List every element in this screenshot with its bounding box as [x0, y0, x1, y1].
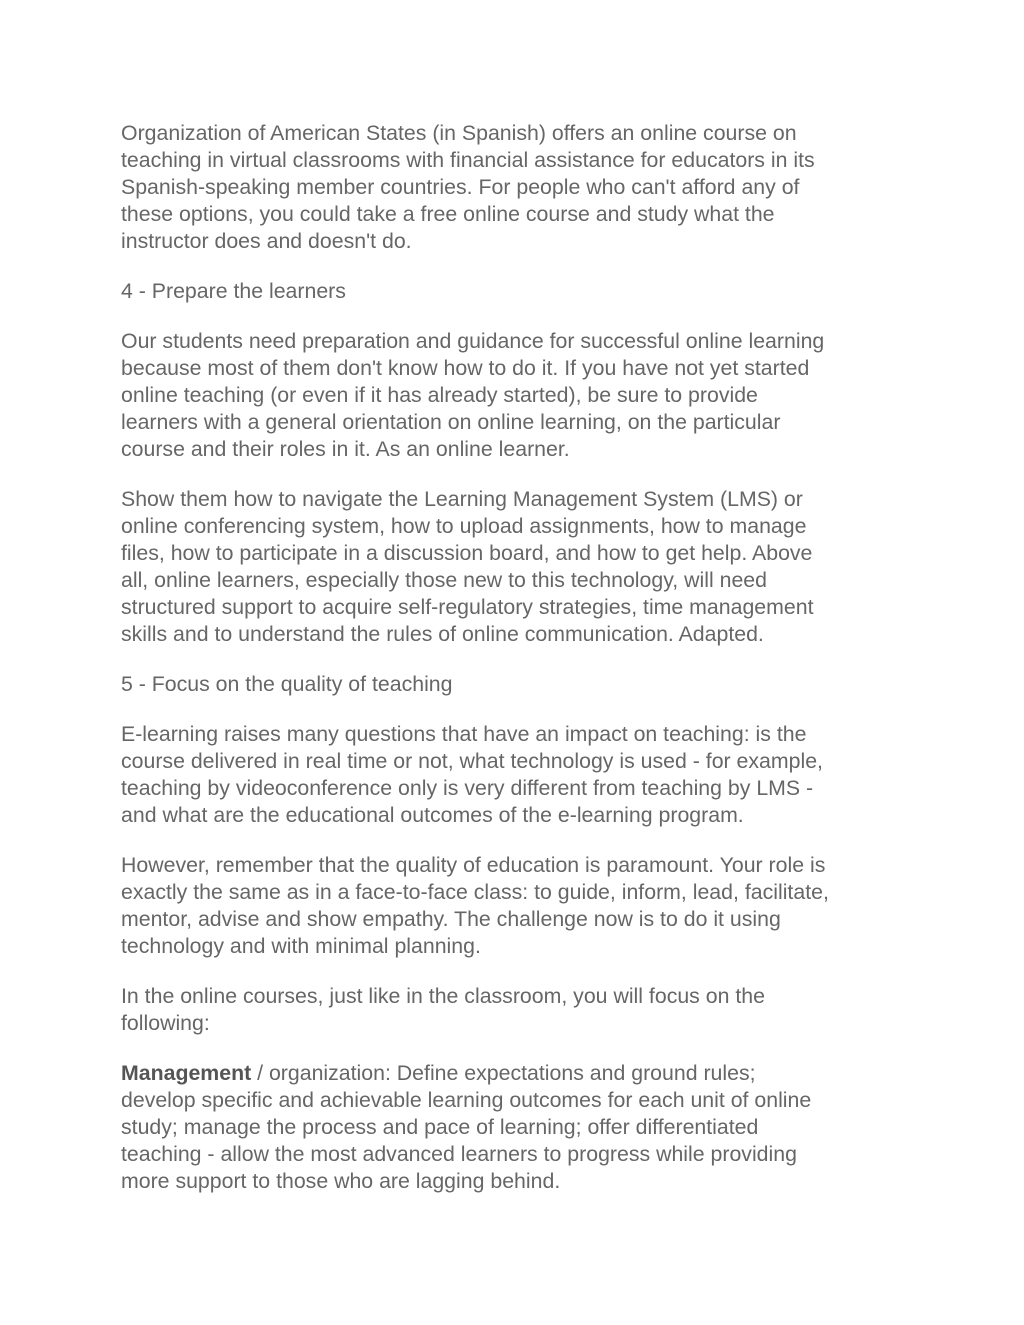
heading-quality-teaching: 5 - Focus on the quality of teaching [121, 672, 453, 696]
heading-prepare-learners: 4 - Prepare the learners [121, 279, 346, 303]
management-text: / organization: Define expectations and ground rules; develop specific and achievable learning outcomes for each unit of online study; manage the process and pace of learning; offer differentiated teaching - allow the most advanced learners to progress while providing more support to those who are lagging behind. [121, 1061, 812, 1193]
paragraph-quality-paramount: However, remember that the quality of education is paramount. Your role is exactly the same as in a face-to-face class: to guide, inform, lead, facilitate, mentor, advise and show empathy. The challenge now is to do it using technology and with minimal planning. [121, 853, 829, 958]
paragraph-oas-course: Organization of American States (in Spanish) offers an online course on teaching in virtual classrooms with financial assistance for educators in its Spanish-speaking member countries. For people who can't afford any of these options, you could take a free online course and study what the instructor does and doesn't do. [121, 121, 815, 253]
paragraph-management [121, 1060, 911, 1195]
paragraph-student-preparation: Our students need preparation and guidance for successful online learning because most of them don't know how to do it. If you have not yet started online teaching (or even if it has already started), be sure to provide learners with a general orientation on online learning, on the particular course and their roles in it. As an online learner. [121, 329, 825, 461]
paragraph-navigate-lms: Show them how to navigate the Learning Management System (LMS) or online conferencing system, how to upload assignments, how to manage files, how to participate in a discussion board, and how to get help. Above all, online learners, especially those new to this technology, will need structured support to acquire self-regulatory strategies, time management skills and to understand the rules of online communication. Adapted. [121, 487, 814, 646]
document-page [121, 120, 911, 1218]
paragraph-elearning-questions: E-learning raises many questions that have an impact on teaching: is the course delivered in real time or not, what technology is used - for example, teaching by videoconference only is very different from teaching by LMS - and what are the educational outcomes of the e-learning program. [121, 722, 823, 827]
management-label: Management [121, 1061, 252, 1085]
paragraph-focus-following: In the online courses, just like in the classroom, you will focus on the following: [121, 984, 765, 1035]
